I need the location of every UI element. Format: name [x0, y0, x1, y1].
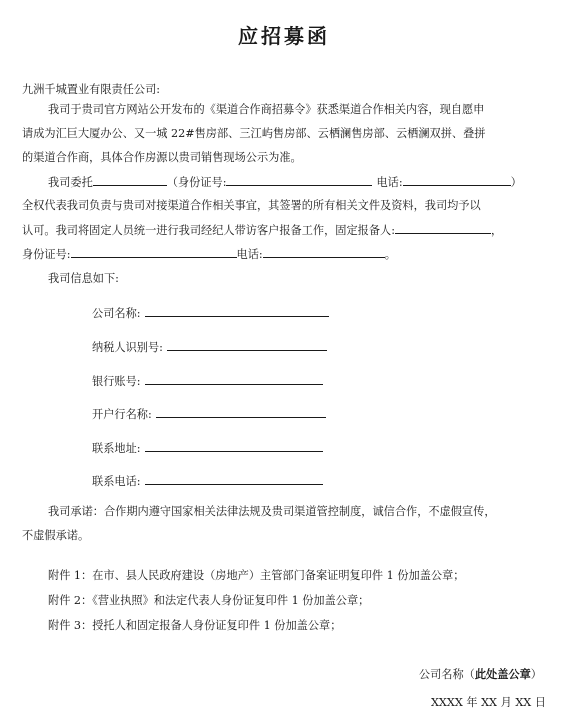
info-field-label: 联系地址:: [92, 442, 141, 455]
entrust-line-3: [22, 221, 502, 238]
signature-close-paren: ）: [530, 668, 542, 681]
entrust-line-1: [48, 173, 522, 190]
entrust-phone-label: 电话:: [376, 176, 403, 189]
intro-line-3: 的渠道合作商，具体合作房源以贵司销售现场公示为准。: [22, 151, 302, 164]
entrust-prefix: 我司委托: [48, 176, 93, 189]
entrust-line-4: [22, 245, 396, 262]
reporter-name-blank[interactable]: [395, 221, 491, 234]
info-field-phone: [92, 472, 323, 489]
attachment-1: 附件 1：在市、县人民政府建设（房地产）主管部门备案证明复印件 1 份加盖公章；: [48, 569, 465, 582]
info-field-label: 联系电话:: [92, 475, 141, 488]
attachment-2: 附件 2：《营业执照》和法定代表人身份证复印件 1 份加盖公章；: [48, 594, 370, 607]
info-field-label: 银行账号:: [92, 375, 141, 388]
info-field-company-name: [92, 304, 329, 321]
entrust-id-blank[interactable]: [226, 173, 372, 186]
info-heading: 我司信息如下:: [48, 272, 119, 285]
commitment-line-1: 我司承诺：合作期内遵守国家相关法律法规及贵司渠道管控制度，诚信合作，不虚假宣传，: [48, 505, 496, 518]
stamp-note: 此处盖公章: [474, 667, 531, 681]
entrust-line-2: 全权代表我司负责与贵司对接渠道合作相关事宜，其签署的所有相关文件及资料，我司均予以: [22, 199, 481, 212]
info-field-label: 开户行名称:: [92, 408, 152, 421]
address-blank[interactable]: [145, 439, 323, 452]
page-title: 应招募函: [238, 24, 330, 48]
entrust-id-label: （身份证号:: [166, 176, 227, 189]
entrust-close-paren: ）: [510, 176, 522, 189]
taxpayer-id-blank[interactable]: [167, 338, 327, 351]
entrust-phone-blank[interactable]: [403, 173, 511, 186]
contact-phone-blank[interactable]: [145, 472, 323, 485]
commitment-line-2: 不虚假承诺。: [22, 529, 90, 542]
signature-company-label: 公司名称（: [418, 668, 475, 681]
entrust-line-3-end: ，: [490, 224, 503, 237]
bank-name-blank[interactable]: [156, 405, 326, 418]
entrust-line-3-text: 认可。我司将固定人员统一进行我司经纪人带访客户报备工作，固定报备人:: [22, 224, 395, 237]
info-field-label: 公司名称:: [92, 307, 141, 320]
reporter-phone-label: 电话:: [236, 248, 263, 261]
signature-company: [419, 666, 542, 682]
info-field-taxpayer-id: [92, 338, 327, 355]
bank-account-blank[interactable]: [145, 372, 323, 385]
reporter-id-label: 身份证号:: [22, 248, 71, 261]
info-field-label: 纳税人识别号:: [92, 341, 163, 354]
intro-line-1: 我司于贵司官方网站公开发布的《渠道合作商招募令》获悉渠道合作相关内容，现自愿申: [48, 103, 485, 116]
info-field-address: [92, 439, 323, 456]
attachment-3: 附件 3：授托人和固定报备人身份证复印件 1 份加盖公章；: [48, 619, 342, 632]
info-field-bank-account: [92, 372, 323, 389]
reporter-id-blank[interactable]: [71, 245, 237, 258]
entrust-name-blank[interactable]: [93, 173, 167, 186]
company-name-blank[interactable]: [145, 304, 329, 317]
reporter-phone-blank[interactable]: [263, 245, 385, 258]
recipient-line: 九洲千城置业有限责任公司:: [22, 83, 161, 96]
info-field-bank-name: [92, 405, 326, 422]
entrust-line-4-end: 。: [384, 248, 396, 261]
intro-line-2: 请成为汇巨大厦办公、又一城 22#售房部、三江屿售房部、云栖澜售房部、云栖澜双拼、叠拼: [22, 127, 486, 140]
signature-date: XXXX 年 XX 月 XX 日: [430, 696, 546, 709]
